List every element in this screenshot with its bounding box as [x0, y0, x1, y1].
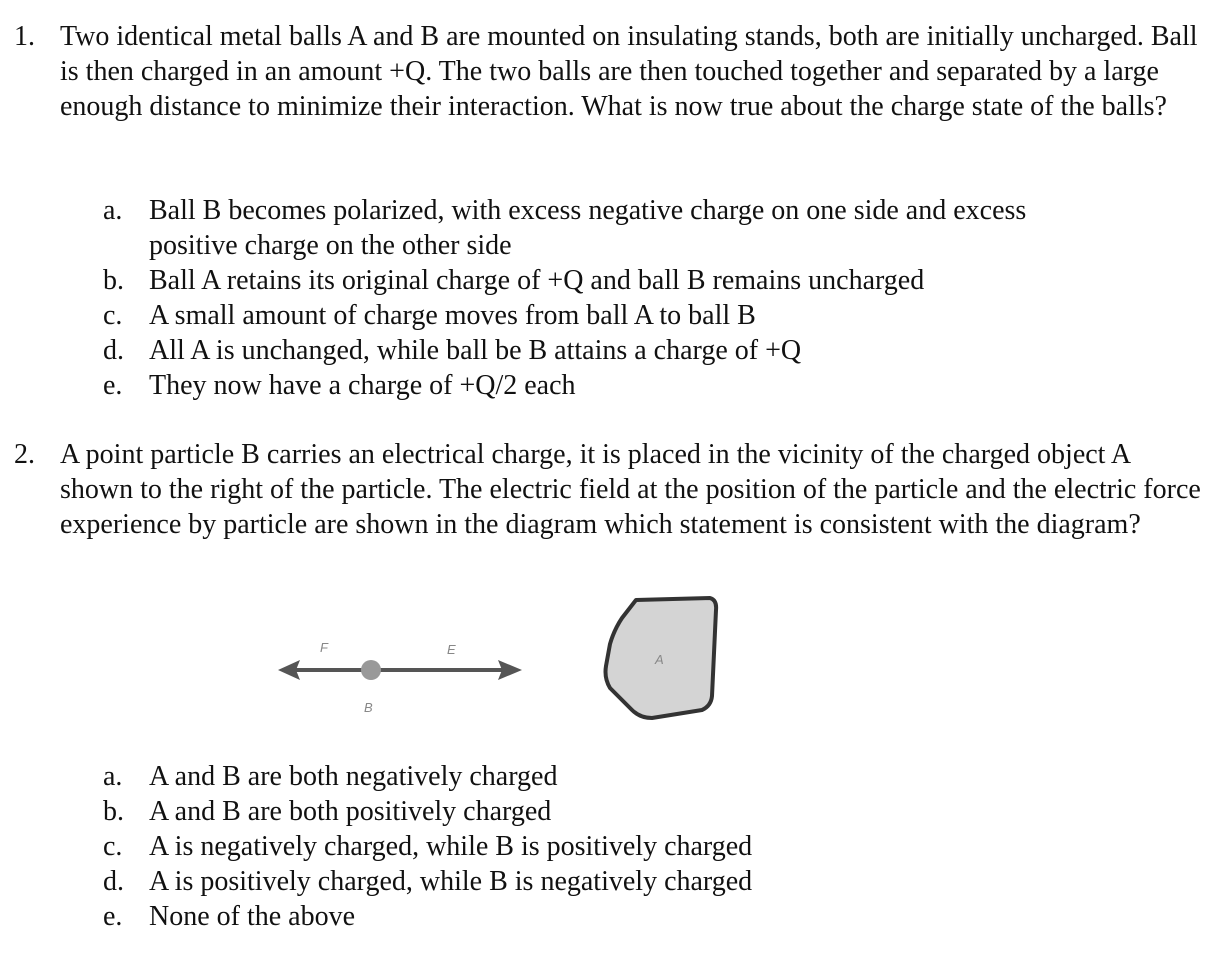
- option-b[interactable]: [103, 794, 1113, 829]
- question-2-options: [103, 759, 1113, 934]
- option-a[interactable]: [103, 759, 1113, 794]
- particle-b: [361, 660, 381, 680]
- option-letter: b.: [103, 796, 124, 827]
- option-text: They now have a charge of +Q/2 each: [149, 370, 576, 401]
- option-letter: a.: [103, 761, 123, 792]
- question-text: A point particle B carries an electrical charge, it is placed in the vicinity of the charged object A shown to the right of the particle. The electric field at the position of the particle and the electric force experience by particle are shown in the diagram which statement is consistent with the diagram?: [60, 439, 1201, 540]
- option-a[interactable]: [103, 193, 1113, 263]
- option-c[interactable]: [103, 829, 1113, 864]
- option-letter: c.: [103, 300, 123, 331]
- option-text: Ball A retains its original charge of +Q and ball B remains uncharged: [149, 265, 925, 296]
- question-1: [14, 19, 1204, 124]
- question-number: 1.: [14, 21, 35, 52]
- option-letter: c.: [103, 831, 123, 862]
- option-text: A small amount of charge moves from ball A to ball B: [149, 300, 756, 331]
- option-letter: d.: [103, 335, 124, 366]
- option-text: All A is unchanged, while ball be B attains a charge of +Q: [149, 335, 802, 366]
- option-text: Ball B becomes polarized, with excess negative charge on one side and excess positive charge on the other side: [149, 195, 1027, 261]
- option-d[interactable]: [103, 864, 1113, 899]
- option-text: None of the above: [149, 901, 356, 932]
- question-number: 2.: [14, 439, 35, 470]
- option-text: A and B are both negatively charged: [149, 761, 558, 792]
- option-b[interactable]: [103, 263, 1113, 298]
- option-d[interactable]: [103, 333, 1113, 368]
- question-2: [14, 437, 1204, 542]
- option-letter: e.: [103, 370, 123, 401]
- force-label: F: [320, 640, 328, 655]
- option-text: A and B are both positively charged: [149, 796, 552, 827]
- question-1-options: [103, 193, 1113, 403]
- field-label: E: [447, 642, 456, 657]
- option-text: A is negatively charged, while B is positively charged: [149, 831, 753, 862]
- object-label: A: [655, 652, 664, 667]
- option-e[interactable]: [103, 368, 1113, 403]
- option-letter: b.: [103, 265, 124, 296]
- option-letter: e.: [103, 901, 123, 932]
- option-letter: a.: [103, 195, 123, 226]
- option-e[interactable]: [103, 899, 1113, 934]
- option-text: A is positively charged, while B is negatively charged: [149, 866, 753, 897]
- option-c[interactable]: [103, 298, 1113, 333]
- field-force-diagram: [270, 590, 730, 730]
- particle-label: B: [364, 700, 373, 715]
- question-text: Two identical metal balls A and B are mounted on insulating stands, both are initially uncharged. Ball is then charged in an amount +Q. The two balls are then touched together and separated by a large enough distance to minimize their interaction. What is now true about the charge state of the balls?: [60, 21, 1198, 122]
- option-letter: d.: [103, 866, 124, 897]
